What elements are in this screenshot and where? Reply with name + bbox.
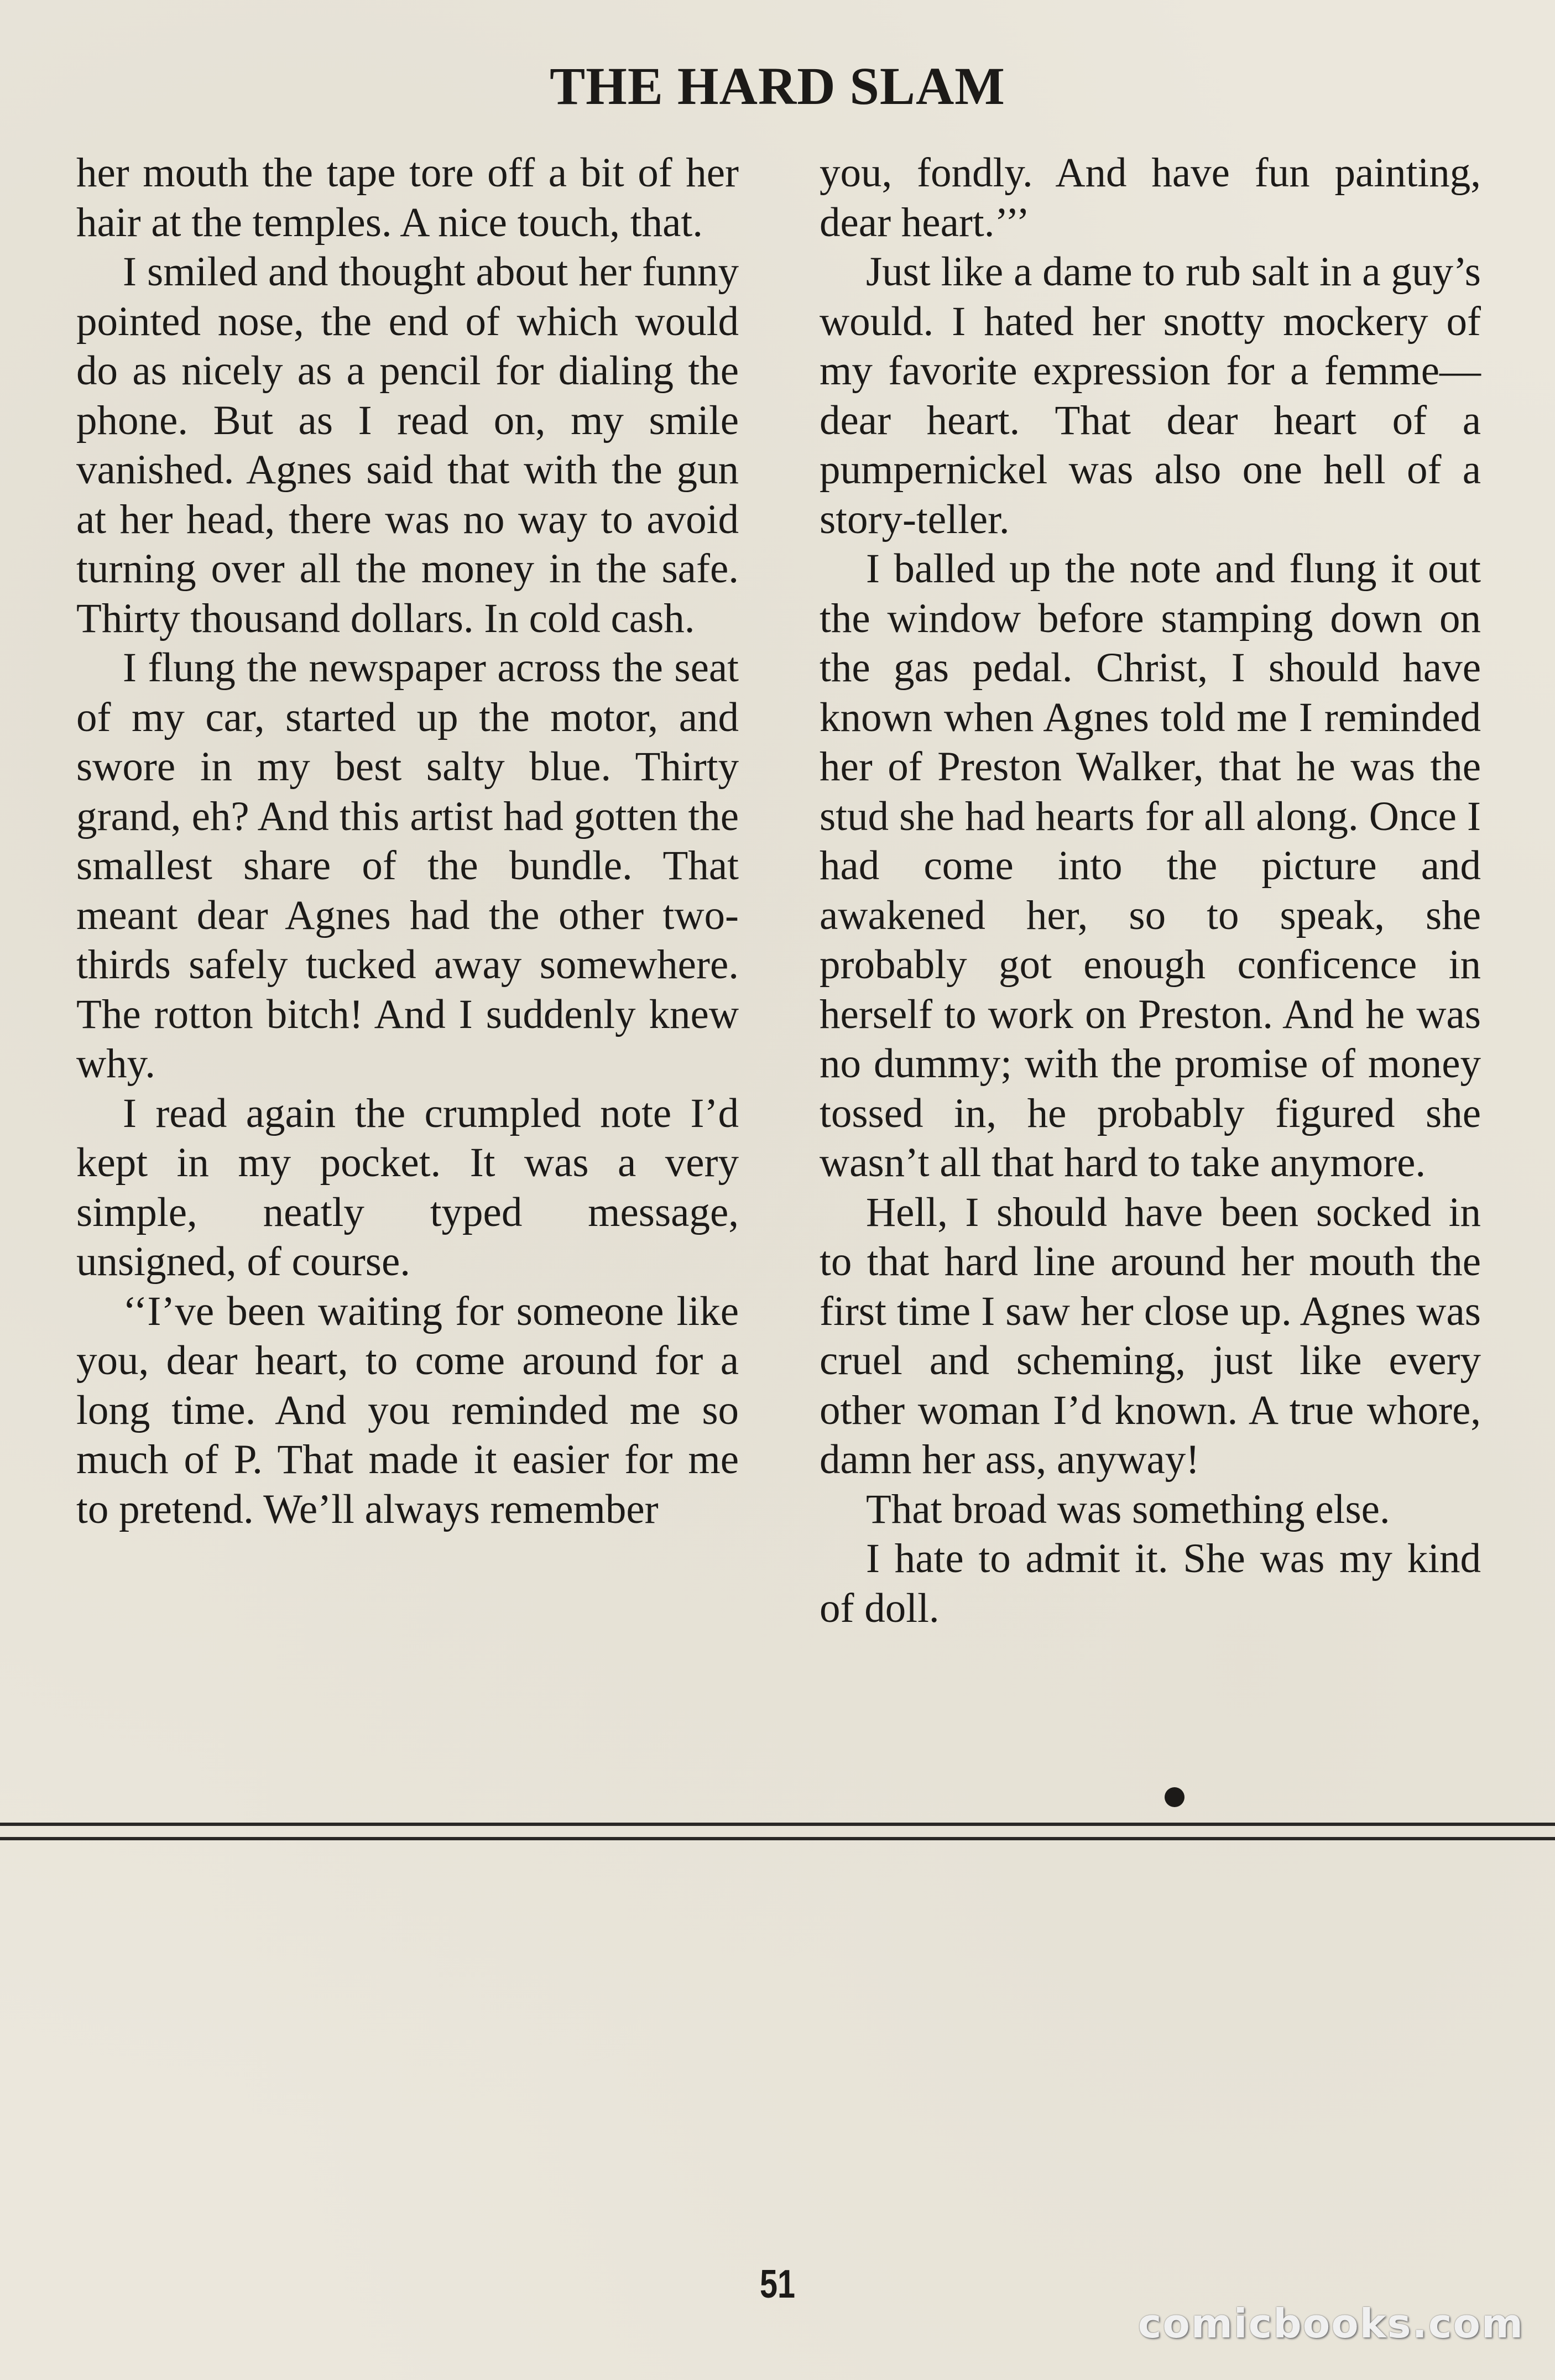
watermark: comicbooks.com — [1137, 2300, 1524, 2347]
paragraph: I smiled and thought about her funny pointed nose, the end of which would do as nicely as a pencil for dialing the phone. But as I read on, my smile vanished. Agnes said that with the gun at her head, there was no way to avoid turning over all the money in the safe. Thirty thousand dollars. In cold cash. — [76, 249, 739, 641]
paragraph: I hate to admit it. She was my kind of doll. — [820, 1536, 1481, 1631]
paragraph: ‘‘I’ve been waiting for someone like you, dear heart, to come around for a long time. And you reminded me so much of P. That made it easier for me to pretend. We’ll always remember — [76, 1288, 739, 1532]
paragraph: Hell, I should have been socked in to that hard line around her mouth the first time I saw her close up. Agnes was cruel and scheming, just like every other woman I’d known. A true whore, damn her ass, anyway! — [820, 1189, 1481, 1483]
paragraph: I flung the newspaper across the seat of my car, started up the motor, and swore in my best salty blue. Thirty grand, eh? And this artist had gotten the smallest share of the bundle. That meant dear Agnes had the other two-thirds safely tucked away somewhere. The rotton bitch! And I suddenly knew why. — [76, 645, 739, 1087]
end-of-story-bullet-icon — [1165, 1787, 1184, 1807]
paragraph: I balled up the note and flung it out the window before stamping down on the gas pedal. Christ, I should have known when Agnes told me I reminded her of Preston Walker, that he was the stud she had hearts for all along. Once I had come into the picture and awakened her, so to speak, she probably got enough conficence in herself to work on Preston. And he was no dummy; with the promise of money tossed in, he probably figured she wasn’t all that hard to take anymore. — [820, 546, 1481, 1186]
divider-rule — [0, 1823, 1555, 1826]
divider-rule — [0, 1837, 1555, 1840]
paragraph: I read again the crumpled note I’d kept in my pocket. It was a very simple, neatly typed message, unsigned, of course. — [76, 1090, 739, 1285]
left-column — [76, 148, 739, 1534]
page-number: 51 — [759, 2262, 796, 2306]
paragraph: her mouth the tape tore off a bit of her hair at the temples. A nice touch, that. — [76, 150, 739, 246]
right-column — [820, 148, 1481, 1633]
paragraph: That broad was something else. — [866, 1486, 1390, 1532]
paragraph: you, fondly. And have fun painting, dear heart.’’’ — [820, 150, 1481, 246]
paragraph: Just like a dame to rub salt in a guy’s would. I hated her snotty mockery of my favorite expression for a femme—dear heart. That dear heart of a pumpernickel was also one hell of a story-teller. — [820, 249, 1481, 542]
running-head: THE HARD SLAM — [550, 56, 1005, 116]
